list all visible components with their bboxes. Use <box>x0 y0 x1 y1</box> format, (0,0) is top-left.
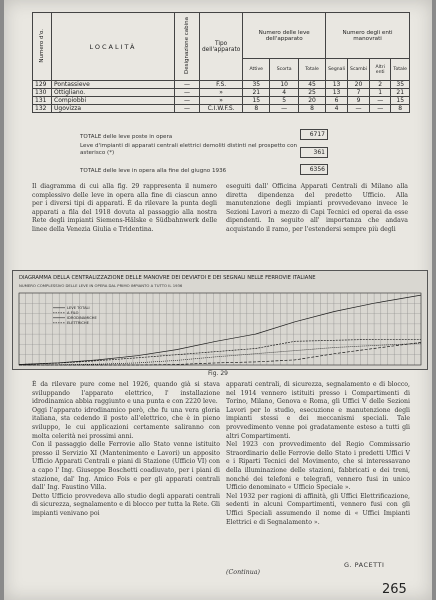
row-type: F.S. <box>200 81 243 89</box>
cell: — <box>369 97 390 105</box>
cell: 8 <box>243 105 270 113</box>
continua-note: (Continua) <box>226 569 260 576</box>
chart-title: DIAGRAMMA DELLA CENTRALIZZAZIONE DELLE MANOVRE DEI DEVIATOI E DEI SEGNALI NELLE FERROVIE ITALIANE <box>19 275 316 281</box>
cell: 8 <box>299 105 326 113</box>
localities-table <box>32 12 410 113</box>
cell: 8 <box>391 105 410 113</box>
row-number: 130 <box>33 89 52 97</box>
totals-value-1: 6717 <box>300 129 328 140</box>
cell: 20 <box>348 81 370 89</box>
sub-header: Totale <box>391 59 410 81</box>
col-number-header: Numero d'o. <box>33 13 52 81</box>
col-entities-header: Numero degli enti manovrati <box>326 13 410 59</box>
cell: 20 <box>299 97 326 105</box>
lower-right-paragraphs: apparati centrali, di sicurezza, segnalamento e di blocco, nel 1914 vennero istituiti presso i Compartimenti di Torino, Milano, Genova e Roma, gli Uffici V delle Sezioni Lavori per lo studio, esecuzione e manutenzione degli impianti stessi e dei meccanismi speciali. Tale provvedimento venne poi gradatamente esteso a tutti gli altri Compartimenti. Nel 1923 con provvedimento del Regio Commissario Straordinario delle Ferrovie dello Stato i predetti Uffici V e i Riparti Tecnici del Movimento, che si interessavano della illuminazione delle stazioni, fabbricati e dei treni, nonché dei telefoni e telegrafi, vennero fusi in unico Ufficio denominato « Ufficio Speciale ». Nel 1932 per ragioni di affinità, gli Uffici Elettrificazione, sedenti in alcuni Compartimenti, vennero fusi con gli Uffici Speciali assumendo il nome di « Uffici Impianti Elettrici e di Segnalamento ». <box>226 381 410 526</box>
sub-header: Segnali <box>326 59 348 81</box>
cell: 4 <box>326 105 348 113</box>
cell: 9 <box>348 97 370 105</box>
cell: — <box>348 105 370 113</box>
row-designation: — <box>175 89 200 97</box>
figure-caption: Fig. 29 <box>208 370 228 377</box>
totals-line-1: TOTALE delle leve poste in opera <box>80 134 173 140</box>
cell: — <box>369 105 390 113</box>
sub-header: Altri enti <box>369 59 390 81</box>
cell: 6 <box>326 97 348 105</box>
sub-header: Attive <box>243 59 270 81</box>
row-locality: Pontassieve <box>52 81 175 89</box>
row-locality: Ugovizza <box>52 105 175 113</box>
cell: 13 <box>326 81 348 89</box>
lever-diagram <box>12 270 428 370</box>
col-type-header: Tipo dell'apparato <box>200 13 243 81</box>
author: G. PACETTI <box>344 561 385 569</box>
row-type: » <box>200 97 243 105</box>
cell: 7 <box>348 89 370 97</box>
sub-header: Scorta <box>270 59 299 81</box>
cell: 4 <box>270 89 299 97</box>
table-row <box>33 89 410 97</box>
row-number: 132 <box>33 105 52 113</box>
cell: 21 <box>243 89 270 97</box>
cell: 2 <box>369 81 390 89</box>
row-number: 131 <box>33 97 52 105</box>
upper-right-paragraph: eseguiti dall' Officina Apparati Centrali di Milano alla diretta dipendenza del predetto Ufficio. Alla manutenzione degli impianti provvedevano invece le Sezioni Lavori a mezzo di Capi Tecnici ed operai da esse dipendenti. In seguito all' importanza che andava acquistando il ramo, per l'estendersi sempre più degli <box>226 183 408 233</box>
row-designation: — <box>175 105 200 113</box>
cell: 45 <box>299 81 326 89</box>
cell: 1 <box>369 89 390 97</box>
cell: — <box>270 105 299 113</box>
cell: 21 <box>391 89 410 97</box>
legend-entry: IDRODINAMICHE <box>67 316 97 320</box>
row-locality: Ottigliano. <box>52 89 175 97</box>
row-locality: Compiobbi <box>52 97 175 105</box>
cell: 25 <box>299 89 326 97</box>
sub-header: Scambi <box>348 59 370 81</box>
table-row <box>33 81 410 89</box>
lever-diagram-svg <box>13 271 427 369</box>
legend-entry: LEVE TOTALI <box>67 306 90 310</box>
row-designation: — <box>175 81 200 89</box>
totals-value-2: 361 <box>300 147 328 158</box>
legend-entry: A FILO <box>67 311 79 315</box>
document-page <box>4 0 432 600</box>
table-row <box>33 105 410 113</box>
cell: 13 <box>326 89 348 97</box>
cell: 15 <box>391 97 410 105</box>
chart-subtitle: NUMERO COMPLESSIVO DELLE LEVE IN OPERA DAL PRIMO IMPIANTO A TUTTO IL 1936 <box>19 283 183 288</box>
sub-header: Totale <box>299 59 326 81</box>
totals-line-2: Leve d'impianti di apparati centrali elettrici demoliti distinti nel prospetto con asterisco (*) <box>80 143 298 156</box>
row-number: 129 <box>33 81 52 89</box>
lower-left-paragraphs: È da rilevare pure come nel 1926, quando già si stava sviluppando l'apparato elettrico, l' installazione idrodinamica abbia raggiunto e una punta e con 2220 leve. Oggi l'apparato idrodinamico però, che fu una vera gloria italiana, sta cedendo il posto all'elettrico, che è in pieno sviluppo, le cui applicazioni certamente saliranno con molta celerità nei prossimi anni. Con il passaggio delle Ferrovie allo Stato venne istituito presso il Servizio XI (Mantenimento e Lavori) un apposito Ufficio Apparati Centrali e piani di Stazione (Ufficio VI) con a capo l' Ing. Giuseppe Boschetti coadiuvato, per i piani di stazione, dal' Ing. Amico Fois e per gli apparati centrali dall' Ing. Faustino Villa. Detto Ufficio provvedeva allo studio degli apparati centrali di sicurezza, segnalamento e di blocco per tutta la Rete. Gli impianti venivano poi <box>32 381 220 517</box>
upper-left-paragraph: Il diagramma di cui alla fig. 29 rappresenta il numero complessivo delle leve in opera alla fine di ciascun anno per i diversi tipi di apparati. È da rilevare la punta degli apparati a fila del 1918 dovuta al passaggio alla nostra Rete degli impianti Siemens-Hälske e Südbahnwerk delle linee della Venezia Giulia e Tridentina. <box>32 183 217 233</box>
page-number: 265 <box>382 582 407 597</box>
cell: 15 <box>243 97 270 105</box>
col-levers-header: Numero delle leve dell'apparato <box>243 13 326 59</box>
cell: 5 <box>270 97 299 105</box>
totals-value-3: 6356 <box>300 164 328 175</box>
row-designation: — <box>175 97 200 105</box>
col-locality-header: LOCALITÀ <box>52 13 175 81</box>
cell: 35 <box>391 81 410 89</box>
cell: 35 <box>243 81 270 89</box>
cell: 10 <box>270 81 299 89</box>
col-designation-header: Designazione cabina <box>175 13 200 81</box>
row-type: » <box>200 89 243 97</box>
legend-entry: ELETTRICHE <box>67 321 89 325</box>
row-type: C.I.W.F.S. <box>200 105 243 113</box>
table-row <box>33 97 410 105</box>
totals-line-3: TOTALE delle leve in opera alla fine del giugno 1936 <box>80 168 227 174</box>
